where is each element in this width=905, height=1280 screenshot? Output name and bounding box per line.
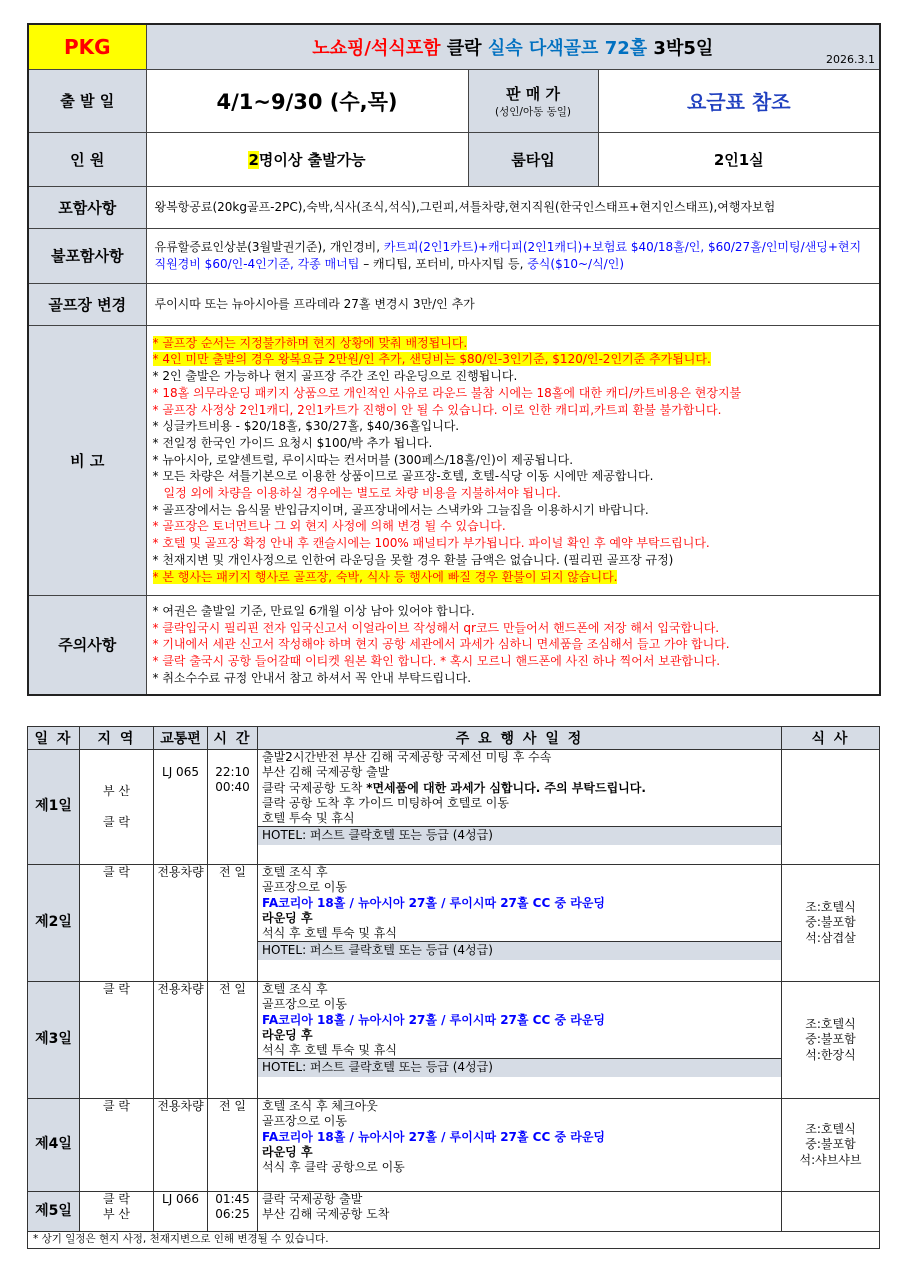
itinerary: 출발2시간반전 부산 김해 국제공항 국제선 미팅 후 수속 부산 김해 국제공항 출발 클락 국제공항 도착 *면세품에 대한 과세가 심합니다. 주의 부탁드립니다. 클락 공항 도착 후 가이드 미팅하여 호텔로 이동 호텔 투숙 및 휴식 HOTEL: 퍼스트 클락호텔 또는 등급 (4성급)	[258, 750, 782, 865]
notice-item: * 클락 출국시 공항 들어갈때 이티켓 원본 확인 합니다. * 혹시 모르니 핸드폰에 사진 하나 찍어서 보관합니다.	[152, 654, 721, 669]
day-label: 제1일	[28, 750, 80, 865]
col-header-itinerary: 주 요 행 사 일 정	[258, 727, 782, 750]
room-label: 룸타입	[468, 132, 598, 186]
col-header-meal: 식 사	[782, 727, 880, 750]
notice-list	[146, 595, 880, 695]
price-label: 판 매 가 (성인/아동 동일)	[468, 69, 598, 132]
transport: 전용차량	[154, 982, 208, 1099]
col-header-transport: 교통편	[154, 727, 208, 750]
remark-item: * 천재지변 및 개인사정으로 인한여 라운딩을 못할 경우 환불 금액은 없습니다. (필리핀 골프장 규정)	[152, 552, 674, 567]
price-value: 요금표 참조	[598, 69, 880, 132]
remark-item: * 뉴아시아, 로얄센트럴, 루이시따는 컨서머블 (300페스/18홀/인)이 제공됩니다.	[152, 452, 574, 467]
day-label: 제4일	[28, 1099, 80, 1192]
golf-course-options: FA코리아 18홀 / 뉴아시아 27홀 / 루이시따 27홀 CC 중 라운딩	[262, 1129, 606, 1144]
region: 클 락 부 산	[80, 1192, 154, 1232]
remark-item: * 골프장은 토너먼트나 그 외 현지 사정에 의해 변경 될 수 있습니다.	[152, 519, 506, 534]
remark-item: * 골프장에서는 음식물 반입금지이며, 골프장내에서는 스낵카와 그늘집을 이용하시기 바랍니다.	[152, 502, 649, 517]
package-title: 노쇼핑/석식포함 클락 실속 다색골프 72홀 3박5일 2026.3.1	[146, 24, 880, 69]
remark-item: * 전일정 한국인 가이드 요청시 $100/박 추가 됩니다.	[152, 435, 433, 450]
region: 클 락	[80, 865, 154, 982]
col-header-day: 일 자	[28, 727, 80, 750]
itinerary: 호텔 조식 후 골프장으로 이동 FA코리아 18홀 / 뉴아시아 27홀 / 루이시따 27홀 CC 중 라운딩 라운딩 후 석식 후 호텔 투숙 및 휴식 HOTEL: 퍼스트 클락호텔 또는 등급 (4성급)	[258, 982, 782, 1099]
schedule-row	[28, 750, 880, 865]
time: 22:10 00:40	[208, 750, 258, 865]
hotel-line: HOTEL: 퍼스트 클락호텔 또는 등급 (4성급)	[258, 941, 781, 959]
exclude-label: 불포함사항	[28, 228, 146, 283]
region: 클 락	[80, 1099, 154, 1192]
pkg-badge: PKG	[28, 24, 146, 69]
document-date: 2026.3.1	[826, 52, 875, 66]
itinerary: 클락 국제공항 출발 부산 김해 국제공항 도착	[258, 1192, 782, 1232]
meal: 조:호텔식 중:불포함 석:샤브샤브	[782, 1099, 880, 1192]
depart-value: 4/1~9/30 (수,목)	[146, 69, 468, 132]
notice-item: * 클락입국시 필리핀 전자 입국신고서 이얼라이브 작성해서 qr코드 만들어서 핸드폰에 저장 해서 입국합니다.	[152, 620, 720, 635]
remark-item: * 4인 미만 출발의 경우 왕복요금 2만원/인 추가, 샌딩비는 $80/인-3인기준, $120/인-2인기준 추가됩니다.	[152, 352, 711, 367]
meal: 조:호텔식 중:불포함 석:삼겹살	[782, 865, 880, 982]
people-label: 인 원	[28, 132, 146, 186]
remark-item: * 모든 차량은 셔틀기본으로 이용한 상품이므로 골프장-호텔, 호텔-식당 이동 시에만 제공합니다.	[152, 469, 654, 484]
remark-item: * 본 행사는 패키지 행사로 골프장, 숙박, 식사 등 행사에 빠질 경우 환불이 되지 않습니다.	[152, 569, 618, 584]
remark-item: * 골프장 사정상 2인1캐디, 2인1카트가 진행이 안 될 수 있습니다. 이로 인한 캐디피,카트피 환불 불가합니다.	[152, 402, 722, 417]
time: 전 일	[208, 982, 258, 1099]
itinerary: 호텔 조식 후 체크아웃 골프장으로 이동 FA코리아 18홀 / 뉴아시아 27홀 / 루이시따 27홀 CC 중 라운딩 라운딩 후 석식 후 클락 공항으로 이동	[258, 1099, 782, 1192]
schedule-footnote: * 상기 일정은 현지 사정, 천재지변으로 인해 변경될 수 있습니다.	[28, 1232, 880, 1249]
schedule-row	[28, 1099, 880, 1192]
course-change-value: 루이시따 또는 뉴아시아를 프라데라 27홀 변경시 3만/인 추가	[146, 283, 880, 325]
remark-item: * 2인 출발은 가능하나 현지 골프장 주간 조인 라운딩으로 진행됩니다.	[152, 369, 518, 384]
col-header-time: 시 간	[208, 727, 258, 750]
remark-item: * 골프장 순서는 지정불가하며 현지 상황에 맞춰 배정됩니다.	[152, 335, 468, 350]
region: 부 산 클 락	[80, 750, 154, 865]
schedule-row	[28, 982, 880, 1099]
hotel-line: HOTEL: 퍼스트 클락호텔 또는 등급 (4성급)	[258, 826, 781, 844]
include-value: 왕복항공료(20kg골프-2PC),숙박,식사(조식,석식),그린피,셔틀차량,현지직원(한국인스태프+현지인스태프),여행자보험	[146, 186, 880, 228]
remark-item: * 싱글카트비용 - $20/18홀, $30/27홀, $40/36홀입니다.	[152, 419, 460, 434]
day-label: 제5일	[28, 1192, 80, 1232]
include-label: 포함사항	[28, 186, 146, 228]
meal	[782, 750, 880, 865]
people-value: 2명이상 출발가능	[146, 132, 468, 186]
time: 전 일	[208, 865, 258, 982]
schedule-row	[28, 1192, 880, 1232]
golf-course-options: FA코리아 18홀 / 뉴아시아 27홀 / 루이시따 27홀 CC 중 라운딩	[262, 895, 606, 910]
day-label: 제2일	[28, 865, 80, 982]
schedule-table	[27, 726, 880, 1249]
day-label: 제3일	[28, 982, 80, 1099]
time: 01:45 06:25	[208, 1192, 258, 1232]
transport: LJ 066	[154, 1192, 208, 1232]
package-info-table	[27, 23, 881, 696]
region: 클 락	[80, 982, 154, 1099]
remarks-label: 비 고	[28, 325, 146, 595]
notice-item: * 취소수수료 규정 안내서 참고 하셔서 꼭 안내 부탁드립니다.	[152, 670, 472, 685]
transport: LJ 065	[154, 750, 208, 865]
golf-course-options: FA코리아 18홀 / 뉴아시아 27홀 / 루이시따 27홀 CC 중 라운딩	[262, 1012, 606, 1027]
notice-item: * 여권은 출발일 기준, 만료일 6개월 이상 남아 있어야 합니다.	[152, 603, 475, 618]
course-change-label: 골프장 변경	[28, 283, 146, 325]
depart-label: 출 발 일	[28, 69, 146, 132]
time: 전 일	[208, 1099, 258, 1192]
remark-item: * 호텔 및 골프장 확정 안내 후 캔슬시에는 100% 패널티가 부가됩니다. 파이널 확인 후 예약 부탁드립니다.	[152, 536, 710, 551]
remark-item: 일정 외에 차량을 이용하실 경우에는 별도로 차량 비용을 지불하셔야 됩니다.	[163, 486, 561, 501]
transport: 전용차량	[154, 865, 208, 982]
meal: 조:호텔식 중:불포함 석:한장식	[782, 982, 880, 1099]
remarks-list	[146, 325, 880, 595]
exclude-value: 유류할증료인상분(3월발권기준), 개인경비, 카트피(2인1카트)+캐디피(2인1캐디)+보험료 $40/18홀/인, $60/27홀/인미팅/샌딩+현지직원경비 $60/인-4인기준, 각종 매너팁 – 캐디팁, 포터비, 마사지팁 등, 중식($10~/식/인)	[146, 228, 880, 283]
hotel-line: HOTEL: 퍼스트 클락호텔 또는 등급 (4성급)	[258, 1058, 781, 1076]
col-header-region: 지 역	[80, 727, 154, 750]
schedule-row	[28, 865, 880, 982]
notice-label: 주의사항	[28, 595, 146, 695]
remark-item: * 18홀 의무라운딩 패키지 상품으로 개인적인 사유로 라운드 불참 시에는 18홀에 대한 캐디/카트비용은 현장지불	[152, 385, 742, 400]
meal	[782, 1192, 880, 1232]
notice-item: * 기내에서 세관 신고서 작성해야 하며 현지 공항 세관에서 과세가 심하니 면세품을 조심해서 들고 가야 합니다.	[152, 637, 730, 652]
itinerary: 호텔 조식 후 골프장으로 이동 FA코리아 18홀 / 뉴아시아 27홀 / 루이시따 27홀 CC 중 라운딩 라운딩 후 석식 후 호텔 투숙 및 휴식 HOTEL: 퍼스트 클락호텔 또는 등급 (4성급)	[258, 865, 782, 982]
room-value: 2인1실	[598, 132, 880, 186]
transport: 전용차량	[154, 1099, 208, 1192]
